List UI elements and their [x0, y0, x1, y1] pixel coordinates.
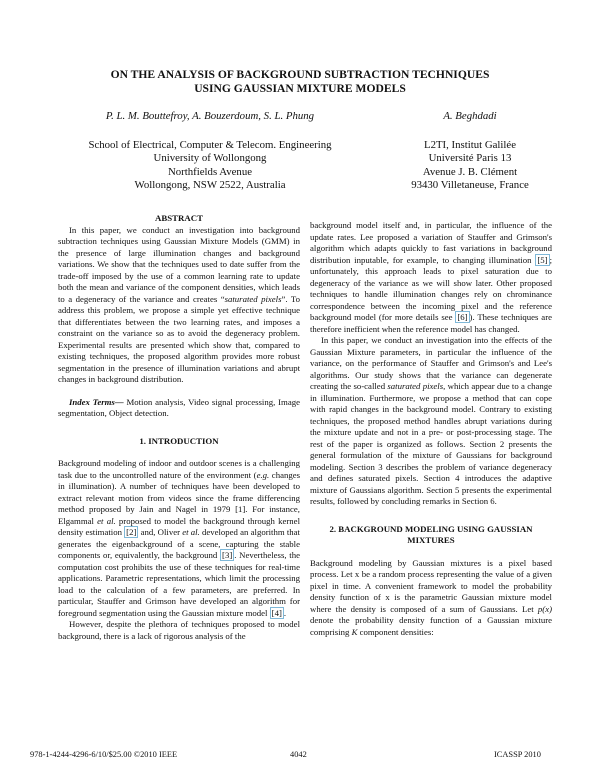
intro-paragraph: Background modeling of indoor and outdoor scenes is a challenging task due to the uncontrolled nature of the environment (e.g. changes in illumination). A number of techniques have been developed to extract relevant motion from videos since the frame differencing method proposed by Jain and Nagel in 1979 [1]. For instance, Elgammal et al. proposed to model the background through kernel density estimation [2] and, Oliver et al. developed an algorithm that generates the eigenbackground of a scene, capturing the stable components or, equivalently, the background [3] . Nevertheless, the computation cost prohibits the use of these techniques for real-time applications. Parametric representations, which limit the processing load to the calculation of a few parameters, are preferred. In particular, Stauffer and Grimson have developed an algorithm for foreground segmentation using the Gaussian mixture model [4] . [58, 458, 300, 618]
title-line-1: ON THE ANALYSIS OF BACKGROUND SUBTRACTION TECHNIQUES [110, 68, 490, 81]
citation-link[interactable]: [3] [222, 550, 233, 560]
affiliation-left [60, 139, 360, 193]
index-terms: Index Terms— Motion analysis, Video signal processing, Image segmentation, Object detection. [58, 396, 301, 418]
footer-isbn: 978-1-4244-4296-6/10/$25.00 ©2010 IEEE [30, 750, 178, 759]
footer-page-number: 4042 [290, 750, 307, 759]
right-column [310, 220, 552, 638]
abstract-heading: ABSTRACT [155, 213, 203, 223]
affiliation-line: Avenue J. B. Clément [422, 165, 518, 178]
body-paragraph: background model itself and, in particular, the influence of the update rates. Lee proposed a variation of Stauffer and Grimson's algorithm which adapts quickly to fast variations in background distribution inputable, for example, to changing illumination [5] ; unfortunately, this approach leads to pixel saturation due to degeneracy of the variance as we will show later. Other proposed techniques to handle illumination changes rely on chrominance correspondence between the incoming pixel and the reference background model (for more details see [6] ). These techniques are therefore inefficient when the reference model has changed. [310, 220, 552, 334]
authors-left: P. L. M. Bouttefroy, A. Bouzerdoum, S. L. Phung [105, 110, 315, 122]
affiliation-line: Northfields Avenue [167, 165, 253, 178]
body-paragraph: Background modeling by Gaussian mixtures is a pixel based process. Let x be a random process representing the value of a given pixel in time. A convenient framework to model the probability density function of x is the parametric Gaussian mixture model where the density is composed of a sum of Gaussians. Let p(x) denote the probability density function of a Gaussian mixture comprising K component densities: [310, 557, 552, 637]
affiliation-line: L2TI, Institut Galilée [423, 139, 517, 151]
body-paragraph: In this paper, we conduct an investigation into the effects of the Gaussian Mixture parameters, in particular the influence of the variance, on the performance of Stauffer and Grimson's and Lee's algorithms. Our study shows that the variance can degenerate creating the so-called saturated pixels, which appear due to a change in illumination. Furthermore, we propose a method that can cope with rapid changes in the background model. Contrary to existing techniques, the proposed method handles abrupt variations during the mixture update and not in a pre- or post-processing stage. The rest of the paper is organized as follows. Section 2 presents the general formulation of the mixture of Gaussians for background modeling. Section 3 describes the problem of variance degeneracy and defines saturated pixels. Section 4 introduces the adaptive mixture of Gaussians algorithm. Section 5 presents the experimental results, followed by concluding remarks in Section 6. [310, 335, 552, 506]
index-terms-label: Index Terms— [69, 396, 124, 407]
affiliation-line: Université Paris 13 [428, 152, 512, 165]
affiliation-line: 93430 Villetaneuse, France [411, 179, 529, 192]
citation-link[interactable]: [2] [126, 527, 137, 537]
intro-paragraph: However, despite the plethora of techniques proposed to model background, there is a lack of rigorous analysis of the [58, 619, 300, 641]
affiliation-line: School of Electrical, Computer & Telecom. Engineering [88, 139, 332, 151]
authors-right: A. Beghdadi [443, 110, 497, 122]
affiliation-line: University of Wollongong [153, 152, 267, 165]
title-line-2: USING GAUSSIAN MIXTURE MODELS [194, 82, 406, 95]
citation-link[interactable]: [5] [537, 254, 548, 265]
intro-heading: 1. INTRODUCTION [139, 435, 219, 446]
paper-title [0, 68, 600, 96]
footer-conference: ICASSP 2010 [494, 750, 541, 759]
affiliation-right [390, 139, 550, 193]
section-2-heading: 2. BACKGROUND MODELING USING GAUSSIAN MIXTURES [329, 523, 533, 545]
abstract-text: In this paper, we conduct an investigation into background subtraction techniques using Gaussian Mixture Models (GMM) in the presence of large illumination changes and background variations. We show that the techniques used to date suffer from the trade-off imposed by the use of a common learning rate to update both the mean and variance of the component densities, which leads to a degeneracy of the variance and creates “saturated pixels”. To address this problem, we propose a simple yet effective technique that differentiates between the two learning rates, and imposes a constraint on the variance so as to avoid the degeneracy problem. Experimental results are presented which show that, compared to existing techniques, the proposed algorithm provides more robust segmentation in the presence of illumination variations and abrupt changes in background distribution. [58, 224, 300, 384]
citation-link[interactable]: [4] [271, 607, 282, 618]
left-column [58, 213, 300, 642]
affiliation-line: Wollongong, NSW 2522, Australia [134, 179, 286, 192]
citation-link[interactable]: [6] [457, 312, 468, 322]
